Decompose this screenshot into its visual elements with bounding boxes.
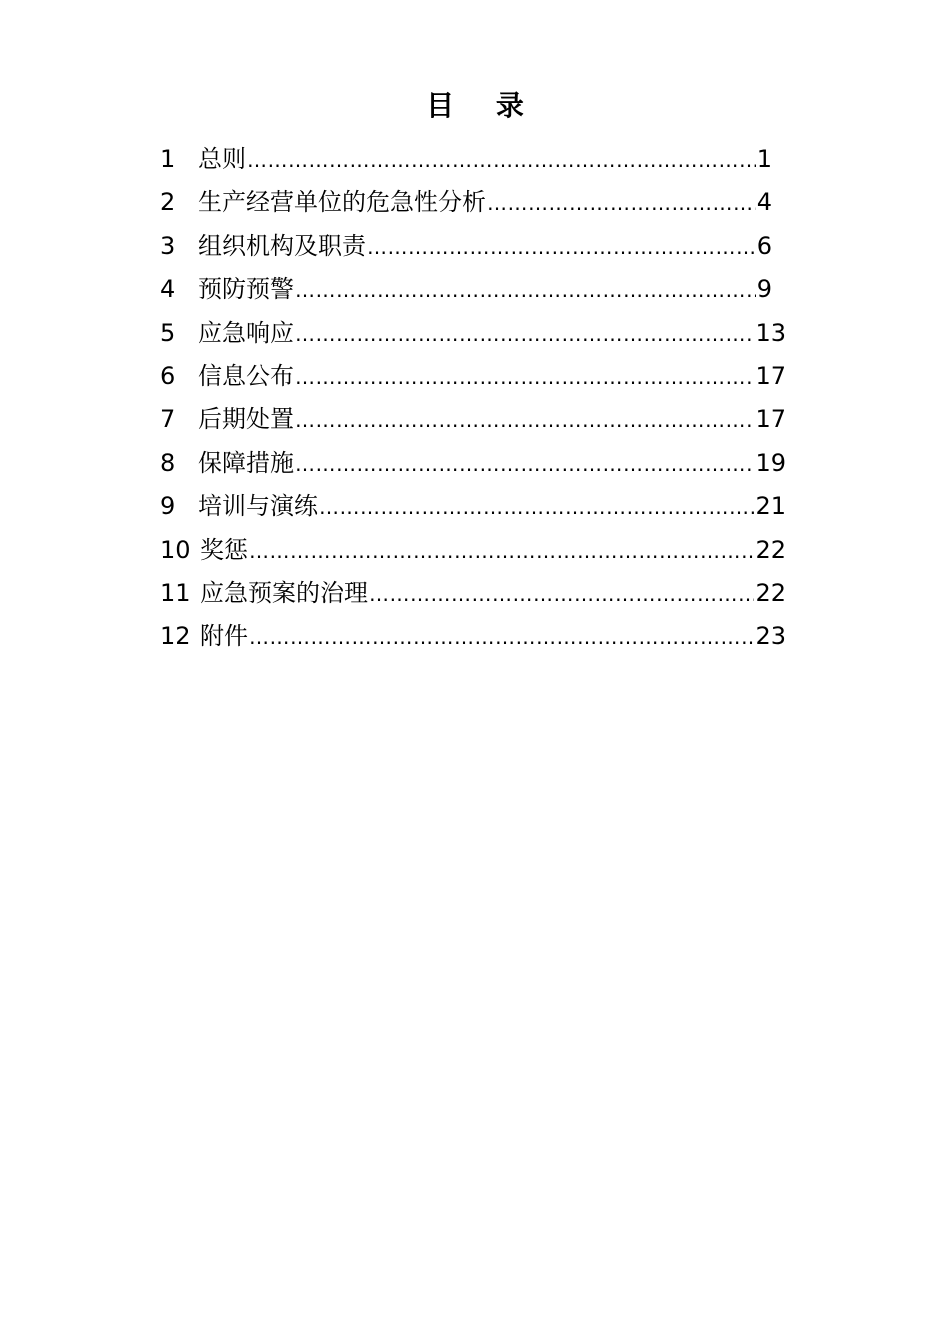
toc-dot-leader	[247, 140, 756, 180]
toc-dot-leader	[369, 574, 754, 614]
toc-entry-label: 培训与演练	[198, 492, 318, 521]
toc-entry-label: 保障措施	[198, 448, 294, 477]
toc-entry-page: 23	[755, 622, 786, 651]
toc-dot-leader	[295, 444, 754, 484]
toc-entry-number: 12	[160, 622, 191, 651]
toc-entry-page: 19	[755, 448, 786, 477]
toc-entry-6[interactable]	[160, 356, 786, 399]
toc-entry-label: 附件	[200, 622, 248, 651]
toc-entry-7[interactable]	[160, 399, 786, 442]
toc-entry-number: 9	[160, 492, 176, 521]
toc-entry-10[interactable]	[160, 530, 786, 573]
toc-entry-number: 1	[160, 145, 176, 173]
toc-dot-leader	[367, 227, 756, 267]
toc-entry-number: 4	[160, 275, 176, 304]
toc-entry-number: 11	[160, 578, 191, 607]
toc-entry-9[interactable]	[160, 486, 786, 529]
toc-entry-label: 生产经营单位的危急性分析	[198, 188, 486, 217]
toc-entry-label: 后期处置	[198, 405, 294, 434]
toc-dot-leader	[295, 400, 754, 440]
toc-entry-page: 13	[755, 318, 786, 347]
toc-list	[160, 139, 786, 660]
toc-entry-label: 信息公布	[198, 361, 294, 390]
toc-entry-page: 17	[755, 405, 786, 434]
toc-dot-leader	[295, 357, 754, 397]
toc-entry-page: 22	[755, 535, 786, 564]
toc-entry-number: 7	[160, 405, 176, 434]
toc-entry-label: 预防预警	[198, 275, 294, 304]
toc-entry-page: 9	[756, 275, 772, 304]
toc-entry-label: 奖惩	[200, 535, 248, 564]
toc-entry-page: 4	[756, 188, 772, 217]
toc-entry-page: 17	[755, 361, 786, 390]
toc-entry-11[interactable]	[160, 573, 786, 616]
toc-dot-leader	[295, 270, 756, 310]
toc-dot-leader	[319, 487, 754, 527]
toc-entry-5[interactable]	[160, 313, 786, 356]
toc-entry-number: 8	[160, 448, 176, 477]
toc-entry-4[interactable]	[160, 269, 786, 312]
toc-entry-page: 22	[755, 578, 786, 607]
toc-entry-8[interactable]	[160, 443, 786, 486]
toc-dot-leader	[249, 531, 754, 571]
toc-entry-12[interactable]	[160, 616, 786, 659]
toc-entry-label: 应急响应	[198, 318, 294, 347]
toc-entry-2[interactable]	[160, 182, 786, 225]
toc-entry-number: 2	[160, 188, 176, 217]
toc-dot-leader	[295, 314, 754, 354]
toc-entry-label: 组织机构及职责	[198, 231, 366, 260]
toc-entry-page: 21	[755, 492, 786, 521]
toc-entry-number: 6	[160, 361, 176, 390]
toc-entry-number: 5	[160, 318, 176, 347]
toc-entry-3[interactable]	[160, 226, 786, 269]
toc-dot-leader	[487, 183, 756, 223]
toc-entry-page: 6	[756, 231, 772, 260]
toc-entry-1[interactable]	[160, 139, 786, 182]
toc-entry-page: 1	[756, 145, 772, 173]
toc-title: 目 录	[426, 89, 540, 122]
toc-entry-label: 总则	[198, 145, 246, 173]
toc-entry-label: 应急预案的治理	[200, 578, 368, 607]
toc-entry-number: 10	[160, 535, 191, 564]
toc-dot-leader	[249, 617, 754, 657]
toc-entry-number: 3	[160, 231, 176, 260]
